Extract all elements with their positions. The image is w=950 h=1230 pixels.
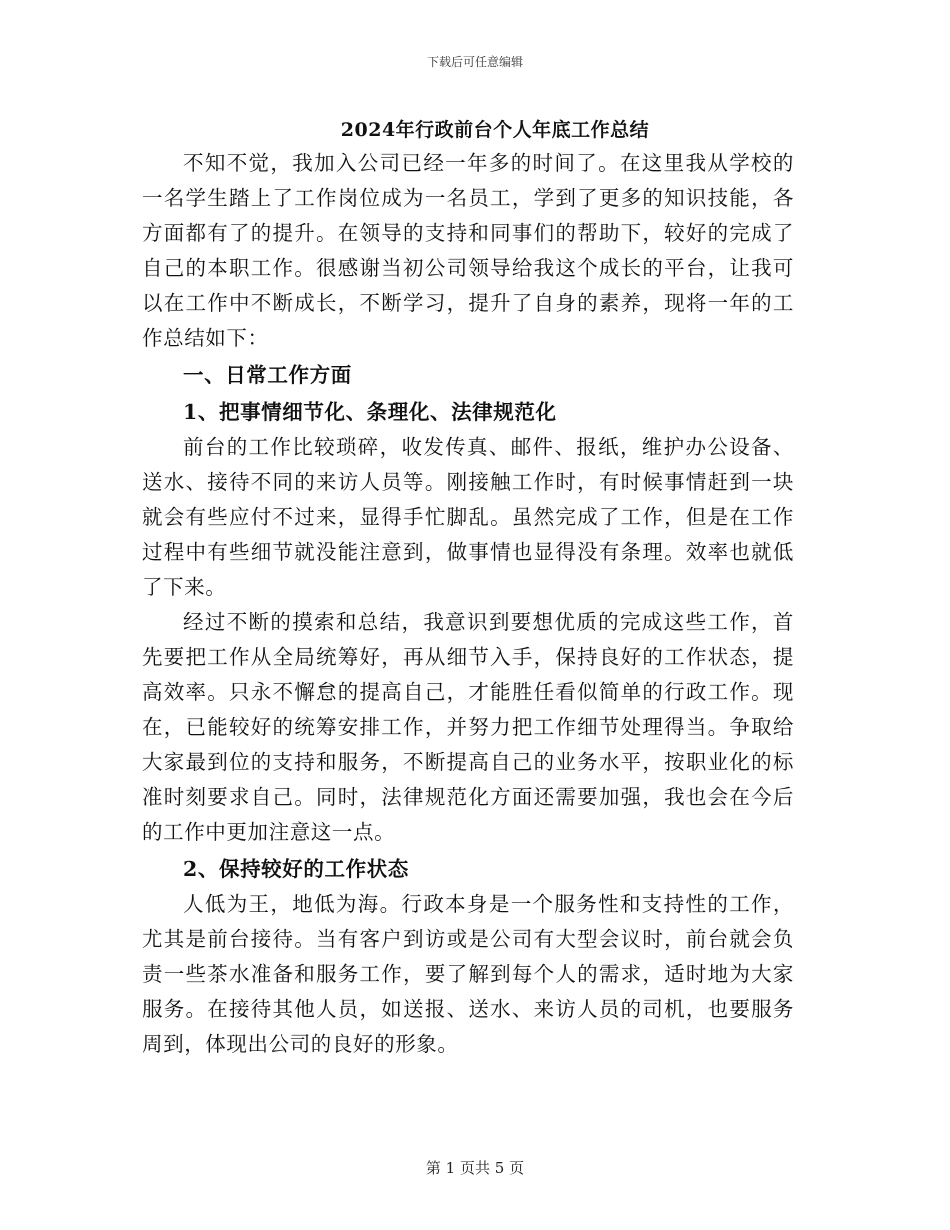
paragraph-intro: 不知不觉，我加入公司已经一年多的时间了。在这里我从学校的一名学生踏上了工作岗位成为一名员工，学到了更多的知识技能，各方面都有了的提升。在领导的支持和同事们的帮助下，较好的完成了自己的本职工作。很感谢当初公司领导给我这个成长的平台，让我可以在工作中不断成长，不断学习，提升了自身的素养，现将一年的工作总结如下：	[142, 151, 794, 350]
section-heading-daily-work: 一、日常工作方面	[183, 363, 352, 387]
page-header-note: 下载后可任意编辑	[426, 55, 523, 69]
document-title: 2024年行政前台个人年底工作总结	[340, 119, 650, 141]
paragraph-service-attitude: 人低为王，地低为海。行政本身是一个服务性和支持性的工作，尤其是前台接待。当有客户到访或是公司有大型会议时，前台就会负责一些茶水准备和服务工作，要了解到每个人的需求，适时地为大家服务。在接待其他人员，如送报、送水、来访人员的司机，也要服务周到，体现出公司的良好的形象。	[142, 892, 794, 1056]
document-body	[142, 146, 794, 1062]
subsection-heading-2: 2、保持较好的工作状态	[183, 857, 409, 881]
paragraph-improvement: 经过不断的摸索和总结，我意识到要想优质的完成这些工作，首先要把工作从全局统筹好，再从细节入手，保持良好的工作状态，提高效率。只永不懈怠的提高自己，才能胜任看似简单的行政工作。现在，已能较好的统筹安排工作，并努力把工作细节处理得当。争取给大家最到位的支持和服务，不断提高自己的业务水平，按职业化的标准时刻要求自己。同时，法律规范化方面还需要加强，我也会在今后的工作中更加注意这一点。	[142, 610, 794, 844]
subsection-heading-1: 1、把事情细节化、条理化、法律规范化	[183, 400, 557, 424]
paragraph-front-desk-tasks: 前台的工作比较琐碎，收发传真、邮件、报纸，维护办公设备、送水、接待不同的来访人员等。刚接触工作时，有时候事情赶到一块就会有些应付不过来，显得手忙脚乱。虽然完成了工作，但是在工作过程中有些细节就没能注意到，做事情也显得没有条理。效率也就低了下来。	[142, 435, 794, 599]
page-number-footer: 第 1 页共 5 页	[425, 1159, 525, 1177]
